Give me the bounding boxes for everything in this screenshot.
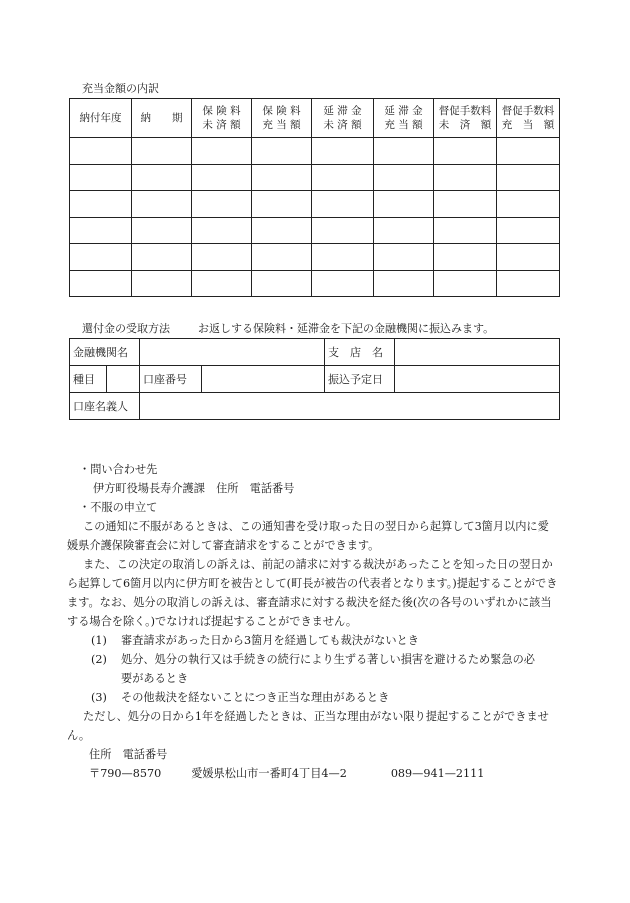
allocation-cell[interactable] (497, 244, 560, 271)
allocation-header-line: 保 険 料 (262, 105, 301, 117)
allocation-header-line: 充 当 額 (262, 119, 301, 131)
allocation-cell[interactable] (132, 217, 192, 244)
branch-field[interactable] (395, 339, 560, 366)
postal-code: 〒790—8570 (89, 767, 162, 780)
allocation-cell[interactable] (70, 270, 132, 297)
allocation-cell[interactable] (252, 191, 312, 218)
objection-paragraph-1: この通知に不服があるときは、この通知書を受け取った日の翌日から起算して3箇月以内に愛媛県介護保険審査会に対して審査請求をすることができます。 (67, 520, 549, 552)
allocation-row (70, 217, 560, 244)
bank-row-2 (70, 366, 560, 393)
allocation-cell[interactable] (252, 164, 312, 191)
allocation-cell[interactable] (497, 217, 560, 244)
allocation-cell[interactable] (132, 191, 192, 218)
allocation-cell[interactable] (192, 217, 252, 244)
allocation-cell[interactable] (132, 138, 192, 165)
allocation-header-line: 督促手数料 (438, 105, 492, 117)
branch-label: 支 店 名 (325, 339, 395, 366)
allocation-cell[interactable] (252, 217, 312, 244)
tribunal-phone: 089—941—2111 (390, 767, 485, 780)
tribunal-address-labels: 住所 電話番号 (89, 748, 168, 761)
allocation-cell[interactable] (497, 164, 560, 191)
transfer-date-field[interactable] (395, 366, 560, 393)
allocation-row (70, 244, 560, 271)
allocation-row (70, 270, 560, 297)
allocation-row (70, 191, 560, 218)
allocation-cell[interactable] (132, 164, 192, 191)
allocation-cell[interactable] (434, 138, 497, 165)
allocation-header-line: 未 済 額 (438, 119, 492, 131)
allocation-header-line: 延 滞 金 (384, 105, 423, 117)
allocation-table (69, 98, 560, 297)
allocation-header-line: 未 済 額 (323, 119, 362, 131)
allocation-cell[interactable] (70, 217, 132, 244)
bank-name-field[interactable] (140, 339, 325, 366)
allocation-cell[interactable] (434, 164, 497, 191)
allocation-row (70, 164, 560, 191)
allocation-cell[interactable] (374, 164, 434, 191)
bank-row-3 (70, 393, 560, 420)
objection-item-3: (3) その他裁決を経ないことにつき正当な理由があるとき (91, 691, 390, 704)
allocation-caption: 充当金額の内訳 (82, 82, 159, 95)
allocation-cell[interactable] (192, 138, 252, 165)
allocation-header-line: 未 済 額 (202, 119, 241, 131)
refund-method-note: お返しする保険料・延滞金を下記の金融機関に振込みます。 (198, 322, 495, 335)
allocation-cell[interactable] (192, 270, 252, 297)
allocation-cell[interactable] (132, 244, 192, 271)
objection-paragraph-2: また、この決定の取消しの訴えは、前記の請求に対する裁決があったことを知った日の翌日から起算して6箇月以内に伊方町を被告として(町長が被告の代表者となります。)提起することができます。なお、処分の取消しの訴えは、審査請求に対する裁決を経た後(次の各号のいずれかに該当する場合を除く。)でなければ提起することができません。 (67, 558, 558, 628)
allocation-header-6 (434, 99, 497, 138)
notes-section (67, 460, 559, 783)
account-number-label: 口座番号 (140, 366, 202, 393)
allocation-header-1 (132, 99, 192, 138)
account-holder-label: 口座名義人 (70, 393, 140, 420)
allocation-cell[interactable] (312, 270, 374, 297)
allocation-row (70, 138, 560, 165)
allocation-header-4 (312, 99, 374, 138)
tribunal-address: 愛媛県松山市一番町4丁目4—2 (191, 767, 347, 780)
allocation-header-0 (70, 99, 132, 138)
allocation-cell[interactable] (497, 270, 560, 297)
allocation-cell[interactable] (132, 270, 192, 297)
allocation-cell[interactable] (434, 270, 497, 297)
account-number-field[interactable] (202, 366, 325, 393)
tribunal-address-line (79, 764, 559, 783)
allocation-header-3 (252, 99, 312, 138)
allocation-header-line: 納付年度 (79, 112, 122, 124)
allocation-cell[interactable] (70, 138, 132, 165)
allocation-header-7 (497, 99, 560, 138)
refund-method-caption: 還付金の受取方法 (82, 322, 170, 335)
allocation-header-line: 保 険 料 (202, 105, 241, 117)
allocation-header-line: 督促手数料 (501, 105, 555, 117)
allocation-cell[interactable] (374, 270, 434, 297)
allocation-cell[interactable] (497, 138, 560, 165)
allocation-cell[interactable] (374, 191, 434, 218)
inquiry-heading: ・問い合わせ先 (79, 463, 158, 476)
objection-item-1: (1) 審査請求があった日から3箇月を経過しても裁決がないとき (91, 634, 419, 647)
allocation-cell[interactable] (374, 217, 434, 244)
allocation-cell[interactable] (252, 244, 312, 271)
allocation-cell[interactable] (312, 217, 374, 244)
objection-item-2: (2) 処分、処分の執行又は手続きの続行により生ずる著しい損害を避けるため緊急の必 (91, 653, 535, 666)
allocation-cell[interactable] (252, 270, 312, 297)
allocation-header-line: 延 滞 金 (323, 105, 362, 117)
account-holder-field[interactable] (140, 393, 560, 420)
inquiry-contact: 伊方町役場長寿介護課 住所 電話番号 (93, 482, 295, 495)
account-type-field[interactable] (107, 366, 140, 393)
allocation-header-5 (374, 99, 434, 138)
allocation-header-line: 充 当 額 (501, 119, 555, 131)
allocation-cell[interactable] (374, 244, 434, 271)
allocation-header-2 (192, 99, 252, 138)
allocation-cell[interactable] (252, 138, 312, 165)
allocation-cell[interactable] (192, 244, 252, 271)
allocation-cell[interactable] (70, 191, 132, 218)
bank-info-table (69, 338, 560, 420)
allocation-header-line: 納 期 (140, 112, 183, 124)
allocation-cell[interactable] (497, 191, 560, 218)
allocation-header-row (70, 99, 560, 138)
allocation-cell[interactable] (192, 164, 252, 191)
allocation-cell[interactable] (312, 138, 374, 165)
allocation-cell[interactable] (312, 164, 374, 191)
allocation-cell[interactable] (374, 138, 434, 165)
transfer-date-label: 振込予定日 (325, 366, 395, 393)
allocation-cell[interactable] (434, 191, 497, 218)
allocation-header-line: 充 当 額 (384, 119, 423, 131)
allocation-cell[interactable] (70, 164, 132, 191)
objection-item-2-cont: 要があるとき (121, 672, 189, 685)
allocation-cell[interactable] (312, 191, 374, 218)
allocation-cell[interactable] (434, 244, 497, 271)
bank-name-label: 金融機関名 (70, 339, 140, 366)
allocation-cell[interactable] (192, 191, 252, 218)
allocation-cell[interactable] (312, 244, 374, 271)
allocation-cell[interactable] (70, 244, 132, 271)
account-type-label: 種目 (70, 366, 107, 393)
bank-row-1 (70, 339, 560, 366)
objection-heading: ・不服の申立て (79, 501, 158, 514)
objection-paragraph-3: ただし、処分の日から1年を経過したときは、正当な理由がない限り提起することができません。 (67, 710, 549, 742)
allocation-cell[interactable] (434, 217, 497, 244)
